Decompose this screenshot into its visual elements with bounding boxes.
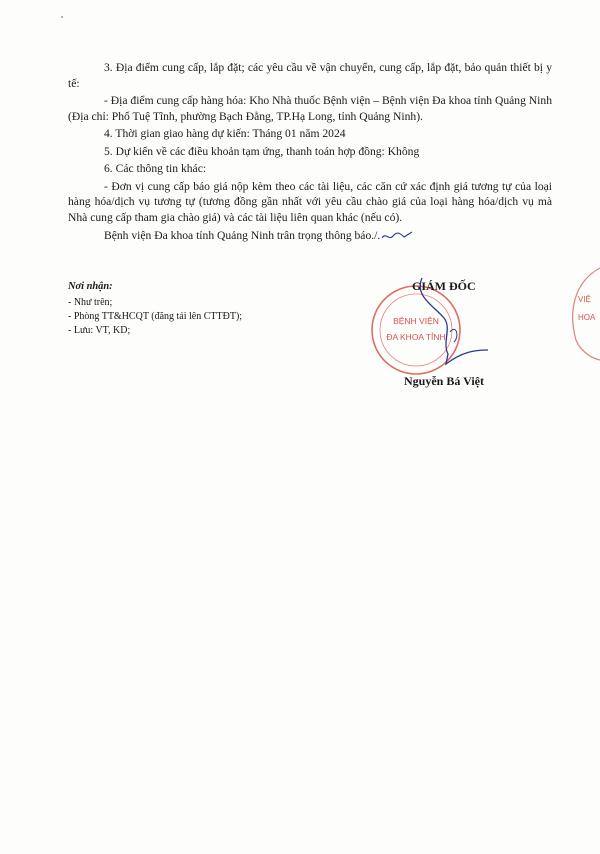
document-body [68,60,552,245]
edge-stamp-icon [564,262,600,362]
item-6-other-info: 6. Các thông tin khác: [104,162,207,176]
signer-name: Nguyễn Bá Việt [404,374,485,388]
delivery-address: - Địa điểm cung cấp hàng hóa: Kho Nhà thuốc Bệnh viện – Bệnh viện Đa khoa tỉnh Quảng Ninh (Địa chỉ: Phố Tuệ Tĩnh, phường Bạch Đằng, TP.Hạ Long, tỉnh Quảng Ninh). [68,94,552,123]
recipients-block [68,280,298,338]
closing-text: Bệnh viện Đa khoa tỉnh Quảng Ninh trân trọng thông báo./. [104,228,381,242]
edge-stamp-text-bottom: HOA [578,313,596,322]
item-4-delivery-time: 4. Thời gian giao hàng dự kiến: Tháng 01 năm 2024 [104,127,346,141]
item-3-delivery-location: 3. Địa điểm cung cấp, lắp đặt; các yêu cầu về vận chuyển, cung cấp, lắp đặt, bảo quản thiết bị y tế: [68,61,552,90]
recipient-item: - Lưu: VT, KD; [68,325,131,336]
item-5-payment-terms: 5. Dự kiến về các điều khoản tạm ứng, thanh toán hợp đồng: Không [104,144,420,158]
initial-signature-icon [380,229,414,243]
recipient-item: - Phòng TT&HCQT (đăng tải lên CTTĐT); [68,311,243,322]
director-signature-icon [364,276,524,376]
stamp-text-top: BỆNH VIỆN [393,316,439,326]
recipient-item: - Như trên; [68,297,113,308]
closing-line [68,228,552,244]
scan-mark [61,16,63,18]
signer-title: GIÁM ĐỐC [412,279,476,293]
other-info-detail: - Đơn vị cung cấp báo giá nộp kèm theo các tài liệu, các căn cứ xác định giá tương tự của loại hàng hóa/dịch vụ tương tự (tương đồng gần nhất với yêu cầu chào giá của loại hàng hóa/dịch vụ mà Nhà cung cấp tham gia chào giá) và các tài liệu liên quan khác (nếu có). [68,179,552,225]
stamp-text-bottom: ĐA KHOA TỈNH [386,332,446,342]
signature-block [364,276,524,396]
edge-stamp-text-top: VIỆ [578,295,591,304]
recipients-heading: Nơi nhận: [68,281,113,292]
